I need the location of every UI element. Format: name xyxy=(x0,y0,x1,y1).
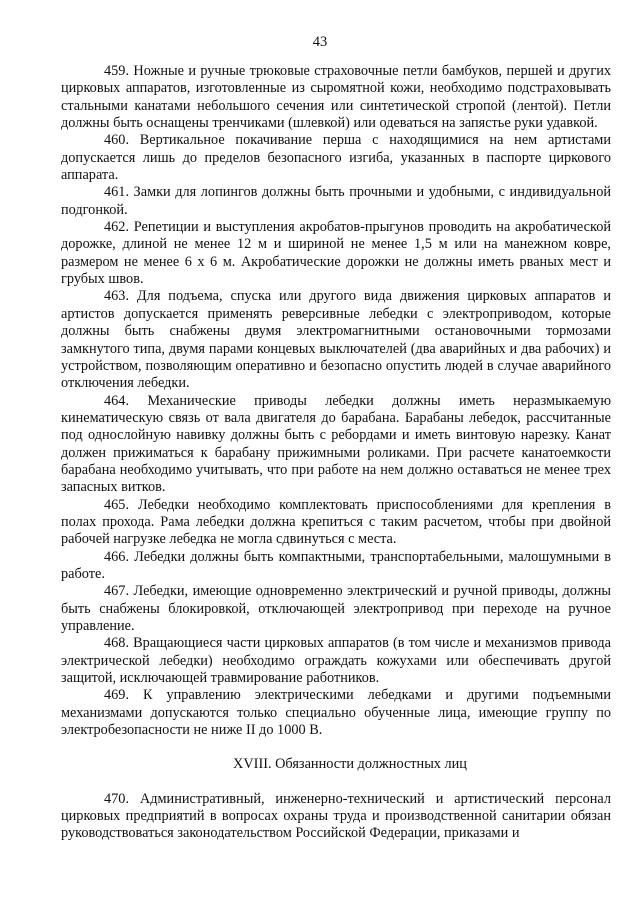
section-heading: XVIII. Обязанности должностных лиц xyxy=(233,756,467,773)
paragraph-463: 463. Для подъема, спуска или другого вида движения цирковых аппаратов и артистов допускается применять реверсивные лебедки с электроприводом, которые должны быть снабжены двумя электромагнитными остановочными тормозами замкнутого типа, двумя парами концевых выключателей (два аварийных и два рабочих) и устройством, позволяющим оперативно и безопасно опустить людей в случае аварийного отключения лебедки. xyxy=(61,288,611,392)
paragraph-468: 468. Вращающиеся части цирковых аппаратов (в том числе и механизмов привода электрической лебедки) необходимо ограждать кожухами или обеспечивать другой защитой, исключающей травмирование работников. xyxy=(61,635,611,687)
page-number: 43 xyxy=(312,34,328,50)
paragraph-462: 462. Репетиции и выступления акробатов-прыгунов проводить на акробатической дорожке, длиной не менее 12 м и шириной не менее 1,5 м или на манежном ковре, размером не менее 6 х 6 м. Акробатические дорожки не должны иметь рваных мест и грубых швов. xyxy=(61,219,611,288)
paragraph-460: 460. Вертикальное покачивание перша с находящимися на нем артистами допускается лишь до пределов безопасного изгиба, указанных в паспорте циркового аппарата. xyxy=(61,132,611,184)
paragraph-469: 469. К управлению электрическими лебедками и другими подъемными механизмами допускаются только специально обученные лица, имеющие группу по электробезопасности не ниже II до 1000 В. xyxy=(61,687,611,739)
paragraph-464: 464. Механические приводы лебедки должны иметь неразмыкаемую кинематическую связь от вала двигателя до барабана. Барабаны лебедок, рассчитанные под однослойную навивку должны быть с ребордами и иметь винтовую нарезку. Канат должен прижиматься к барабану прижимными роликами. При расчете канатоемкости барабана необходимо учитывать, что при работе на нем должно оставаться не менее трех запасных витков. xyxy=(61,392,611,496)
paragraph-470: 470. Административный, инженерно-технический и артистический персонал цирковых предприятий в вопросах охраны труда и производственной санитарии обязан руководствоваться законодательством Российской Федерации, приказами и xyxy=(61,790,611,842)
paragraph-461: 461. Замки для лопингов должны быть прочными и удобными, с индивидуальной подгонкой. xyxy=(61,184,611,218)
paragraph-467: 467. Лебедки, имеющие одновременно электрический и ручной приводы, должны быть снабжены блокировкой, отключающей электропривод при переходе на ручное управление. xyxy=(61,583,611,634)
paragraph-459: 459. Ножные и ручные трюковые страховочные петли бамбуков, першей и других цирковых аппаратов, изготовленные из сыромятной кожи, необходимо подстраховывать стальными канатами небольшого сечения или синтетической стропой (лентой). Петли должны быть оснащены тренчиками (шлевкой) или одеваться на запястье руки удавкой. xyxy=(61,63,611,132)
paragraph-466: 466. Лебедки должны быть компактными, транспортабельными, малошумными в работе. xyxy=(61,548,611,582)
document-body xyxy=(61,63,611,843)
paragraph-465: 465. Лебедки необходимо комплектовать приспособлениями для крепления в полах прохода. Рама лебедки должна крепиться с таким расчетом, чтобы при двойной рабочей нагрузке лебедка не могла сдвинуться с места. xyxy=(61,496,611,548)
